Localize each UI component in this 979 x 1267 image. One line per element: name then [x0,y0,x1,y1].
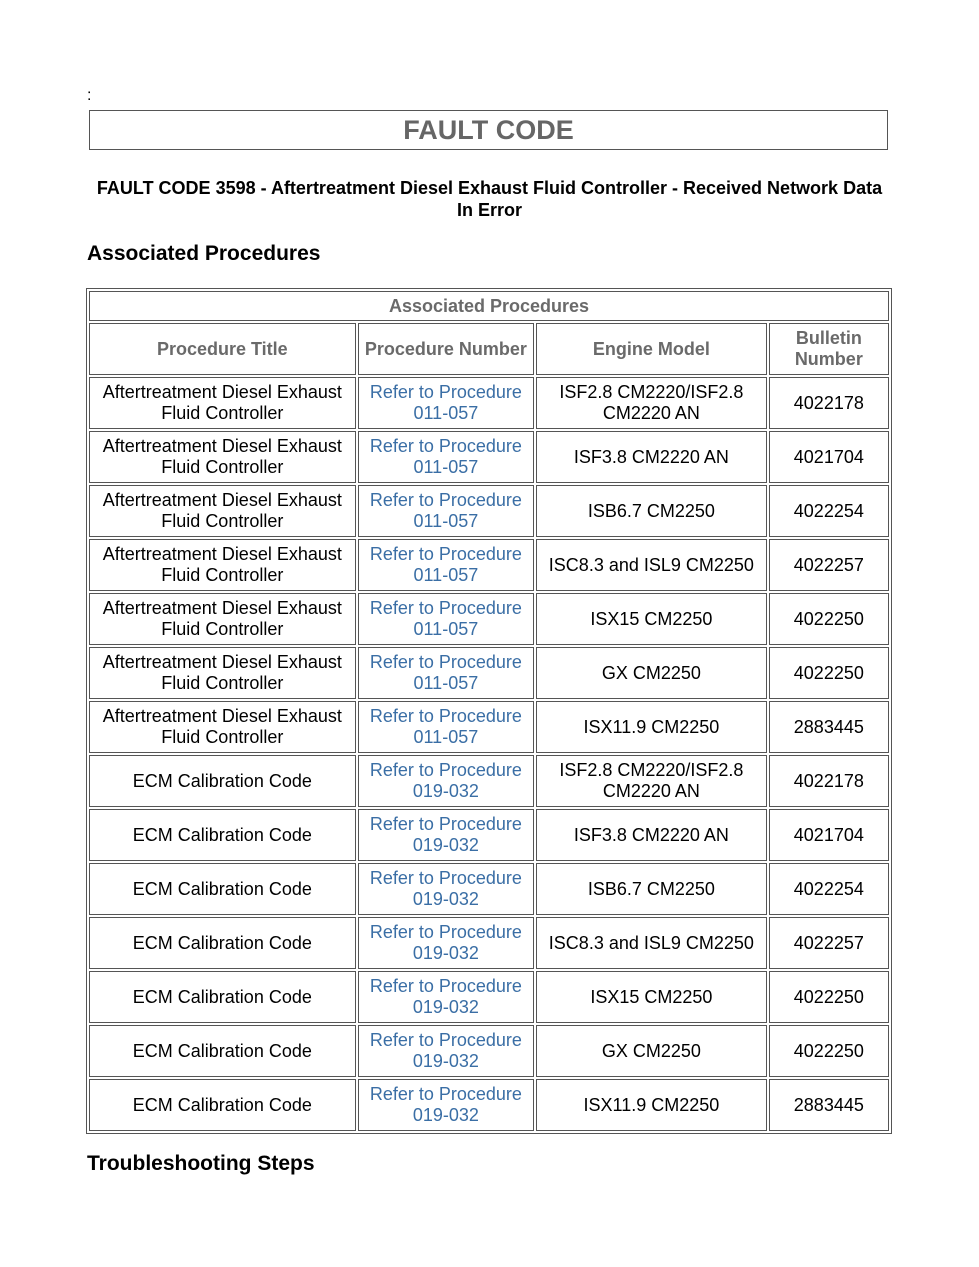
engine-model-cell: ISX11.9 CM2250 [536,1079,767,1131]
bulletin-number-cell: 4022250 [769,593,889,645]
bulletin-number-cell: 4022254 [769,863,889,915]
procedure-title-cell: ECM Calibration Code [89,755,356,807]
column-header-procedure-title: Procedure Title [89,323,356,375]
engine-model-cell: ISC8.3 and ISL9 CM2250 [536,917,767,969]
bulletin-number-cell: 4022250 [769,647,889,699]
engine-model-cell: ISX15 CM2250 [536,593,767,645]
procedure-title-cell: Aftertreatment Diesel Exhaust Fluid Controller [89,485,356,537]
column-header-procedure-number: Procedure Number [358,323,534,375]
procedure-link[interactable]: Refer to Procedure 019-032 [358,863,534,915]
procedure-title-cell: ECM Calibration Code [89,1079,356,1131]
bulletin-number-cell: 4022257 [769,539,889,591]
banner-title: FAULT CODE [89,110,888,150]
associated-procedures-heading: Associated Procedures [87,242,321,265]
table-row [89,863,889,915]
bulletin-number-cell: 4022178 [769,377,889,429]
engine-model-cell: ISB6.7 CM2250 [536,863,767,915]
bulletin-number-cell: 4021704 [769,431,889,483]
table-row [89,971,889,1023]
procedure-link[interactable]: Refer to Procedure 011-057 [358,701,534,753]
table-row [89,1079,889,1131]
procedure-link[interactable]: Refer to Procedure 019-032 [358,755,534,807]
table-caption-row [89,291,889,321]
table-row [89,539,889,591]
procedure-link[interactable]: Refer to Procedure 011-057 [358,485,534,537]
column-header-bulletin-number: Bulletin Number [769,323,889,375]
procedure-title-cell: ECM Calibration Code [89,809,356,861]
table-row [89,485,889,537]
procedure-link[interactable]: Refer to Procedure 019-032 [358,971,534,1023]
procedure-title-cell: ECM Calibration Code [89,1025,356,1077]
engine-model-cell: GX CM2250 [536,647,767,699]
table-caption: Associated Procedures [89,291,889,321]
procedure-title-cell: Aftertreatment Diesel Exhaust Fluid Controller [89,701,356,753]
table-row [89,593,889,645]
procedure-title-cell: ECM Calibration Code [89,863,356,915]
troubleshooting-steps-heading: Troubleshooting Steps [87,1152,315,1175]
bulletin-number-cell: 4022178 [769,755,889,807]
procedure-link[interactable]: Refer to Procedure 019-032 [358,1079,534,1131]
procedure-link[interactable]: Refer to Procedure 011-057 [358,539,534,591]
procedure-title-cell: Aftertreatment Diesel Exhaust Fluid Controller [89,647,356,699]
column-header-engine-model: Engine Model [536,323,767,375]
bulletin-number-cell: 4022250 [769,971,889,1023]
table-row [89,1025,889,1077]
fault-code-heading: FAULT CODE 3598 - Aftertreatment Diesel Exhaust Fluid Controller - Received Network Data In Error [96,178,883,220]
associated-procedures-table [86,288,892,1134]
table-row [89,647,889,699]
procedure-title-cell: Aftertreatment Diesel Exhaust Fluid Controller [89,593,356,645]
engine-model-cell: GX CM2250 [536,1025,767,1077]
engine-model-cell: ISC8.3 and ISL9 CM2250 [536,539,767,591]
table-row [89,431,889,483]
engine-model-cell: ISB6.7 CM2250 [536,485,767,537]
bulletin-number-cell: 4022254 [769,485,889,537]
table-row [89,377,889,429]
procedure-link[interactable]: Refer to Procedure 011-057 [358,647,534,699]
bulletin-number-cell: 4022250 [769,1025,889,1077]
procedure-link[interactable]: Refer to Procedure 011-057 [358,593,534,645]
engine-model-cell: ISX11.9 CM2250 [536,701,767,753]
procedure-title-cell: Aftertreatment Diesel Exhaust Fluid Controller [89,539,356,591]
procedure-link[interactable]: Refer to Procedure 011-057 [358,431,534,483]
bulletin-number-cell: 4022257 [769,917,889,969]
procedure-title-cell: ECM Calibration Code [89,917,356,969]
procedure-link[interactable]: Refer to Procedure 019-032 [358,917,534,969]
procedure-title-cell: ECM Calibration Code [89,971,356,1023]
engine-model-cell: ISF3.8 CM2220 AN [536,431,767,483]
page-marker: : [87,87,92,104]
procedure-link[interactable]: Refer to Procedure 019-032 [358,1025,534,1077]
engine-model-cell: ISF2.8 CM2220/ISF2.8 CM2220 AN [536,377,767,429]
engine-model-cell: ISF3.8 CM2220 AN [536,809,767,861]
table-row [89,701,889,753]
table-row [89,755,889,807]
table-row [89,917,889,969]
table-header-row [89,323,889,375]
procedure-link[interactable]: Refer to Procedure 019-032 [358,809,534,861]
bulletin-number-cell: 2883445 [769,1079,889,1131]
bulletin-number-cell: 4021704 [769,809,889,861]
procedure-title-cell: Aftertreatment Diesel Exhaust Fluid Controller [89,431,356,483]
table-row [89,809,889,861]
procedure-title-cell: Aftertreatment Diesel Exhaust Fluid Controller [89,377,356,429]
procedure-link[interactable]: Refer to Procedure 011-057 [358,377,534,429]
bulletin-number-cell: 2883445 [769,701,889,753]
engine-model-cell: ISF2.8 CM2220/ISF2.8 CM2220 AN [536,755,767,807]
engine-model-cell: ISX15 CM2250 [536,971,767,1023]
